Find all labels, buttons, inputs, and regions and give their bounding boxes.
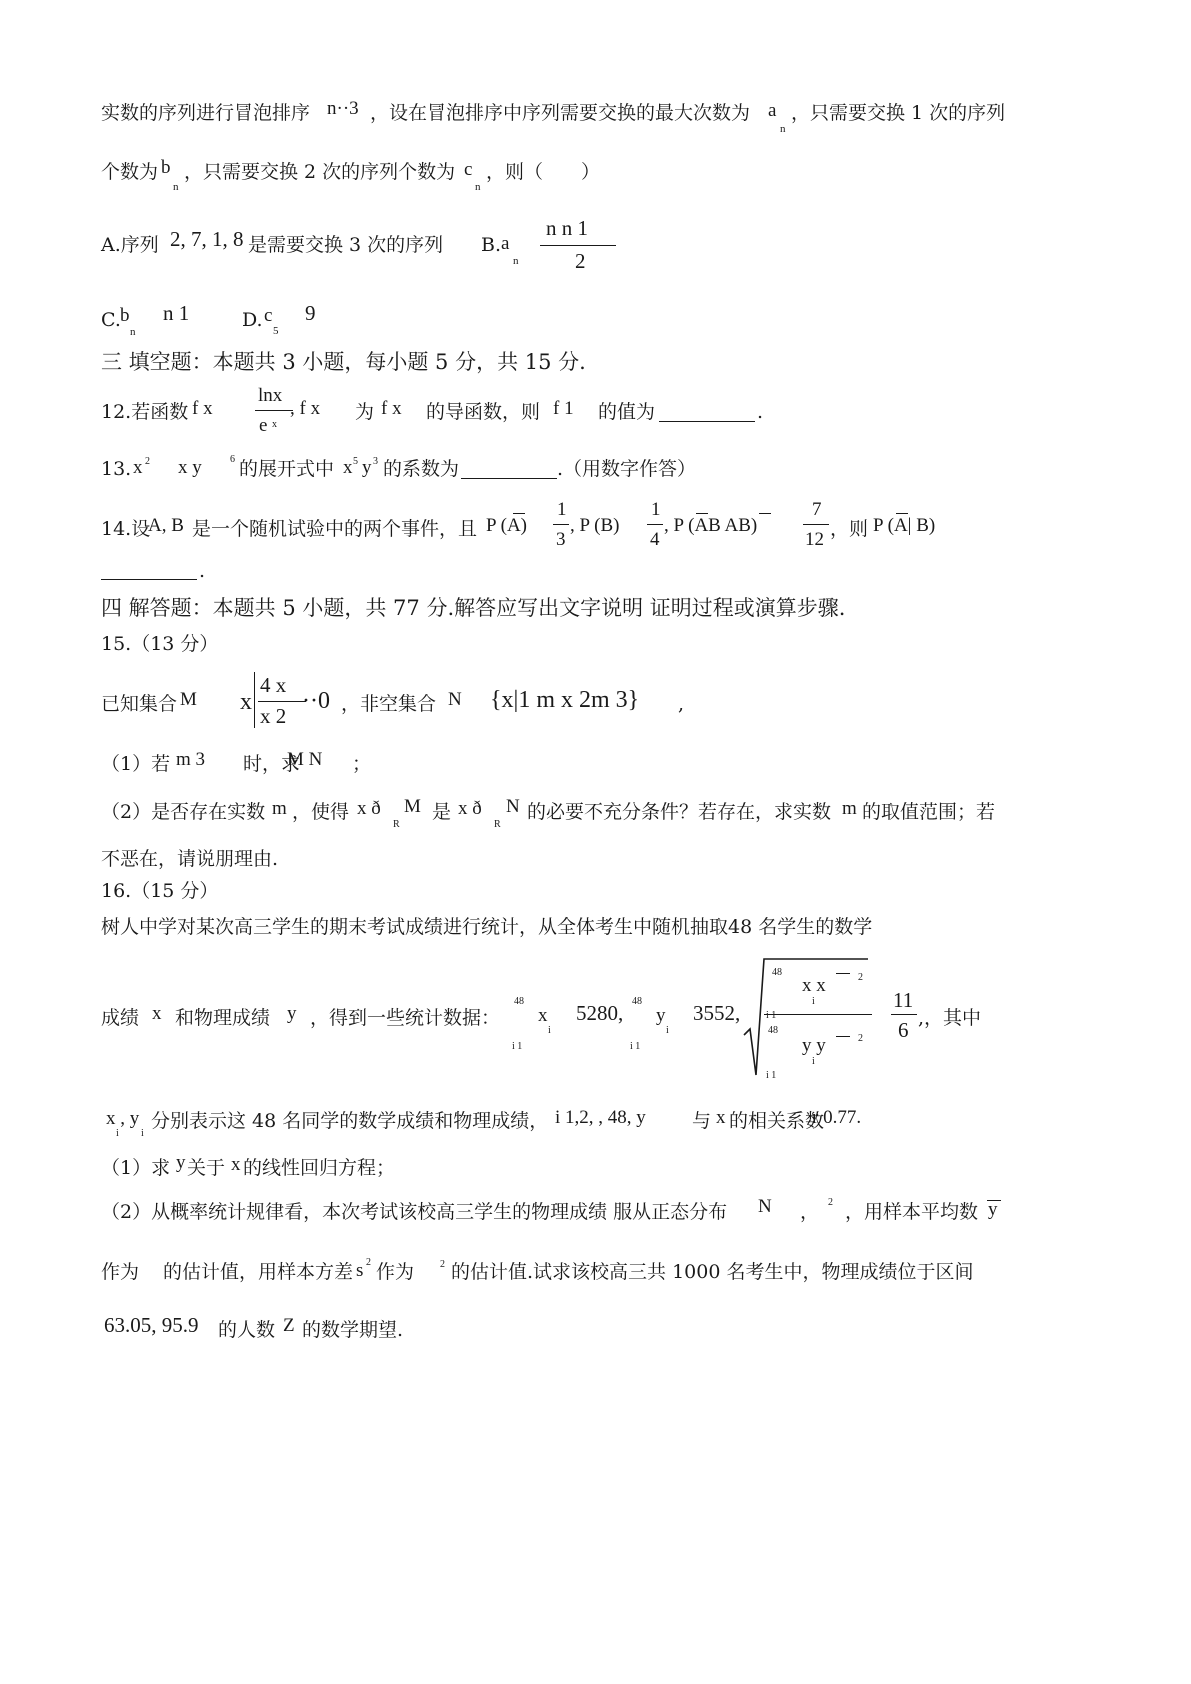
q16-y: y	[287, 1003, 297, 1024]
q16-v1: 5280,	[576, 1001, 624, 1025]
q16-ratio-num: 11	[893, 988, 914, 1012]
q16-yi: y	[656, 1005, 666, 1026]
q16-l3f: r 0.77.	[812, 1107, 862, 1128]
q14-f1d: 3	[556, 529, 566, 550]
q16-rad-num-sq: 2	[858, 972, 863, 983]
q15-p2f: 不恶在，请说朋理由.	[101, 848, 279, 870]
q16-l7c: 的数学期望.	[302, 1319, 404, 1341]
q14-bar-a	[513, 513, 525, 514]
q16-x: x	[152, 1003, 162, 1024]
option-c-b-sub: n	[130, 326, 136, 338]
q16-s2: s	[356, 1260, 364, 1281]
q16-rad-den-sq: 2	[858, 1033, 863, 1044]
q16-s2-sup: 2	[366, 1257, 371, 1268]
q16-rad-sum-bot2: i 1	[766, 1070, 777, 1081]
q15-intro: 已知集合	[101, 693, 178, 715]
q16-l6-sq: 2	[440, 1259, 445, 1270]
q15-ge0: ··0	[302, 688, 330, 714]
q16-sum1-top: 48	[514, 996, 524, 1007]
q12-wei: 为	[355, 401, 375, 423]
q11-b-sub: n	[173, 181, 179, 193]
option-b-label: B.	[481, 234, 502, 256]
q12-frac-den: e	[259, 415, 268, 436]
q15-M: M	[180, 689, 197, 710]
q16-p1b: 关于	[187, 1157, 226, 1179]
q13-sup6: 6	[230, 454, 235, 465]
q16-p2a: （2）从概率统计规律看，本次考试该校高三学生的物理成绩 服从正态分布	[101, 1201, 728, 1223]
q15-frac-num: 4 x	[260, 673, 287, 697]
q16-sum2-top: 48	[632, 996, 642, 1007]
q16-rad-den: y y	[802, 1035, 826, 1056]
q14-f3d: 12	[805, 529, 824, 550]
q11-text-6: ，则（ ）	[486, 161, 601, 183]
option-c-label: C.	[101, 309, 121, 331]
q15-p1a: （1）若	[101, 753, 171, 775]
q14-end: .	[199, 560, 206, 582]
q16-p2-comma: ，	[800, 1201, 820, 1223]
q16-l2b: 和物理成绩	[175, 1007, 271, 1029]
q14-num: 14.设	[101, 518, 151, 540]
q16-p2-sq: 2	[828, 1197, 833, 1208]
q15-p2N: N	[506, 796, 520, 817]
option-b-numerator: n n 1	[546, 216, 588, 240]
q16-Z: Z	[283, 1315, 295, 1336]
q12-frac-num: lnx	[258, 385, 283, 406]
q12-mid2: 的导函数，则	[426, 401, 541, 423]
q13-x5: x	[343, 457, 353, 478]
q12-frac-den-sup: x	[272, 419, 277, 430]
q16-l2a: 成绩	[101, 1007, 140, 1029]
q15-p2e: 的取值范围；若	[862, 801, 996, 823]
q15-tail: ,	[678, 693, 685, 715]
q11-b: b	[161, 157, 171, 178]
q16-p2ybar: y	[988, 1199, 998, 1220]
option-a-text: 是需要交换 3 次的序列	[248, 234, 444, 256]
q15-p2c: 是	[432, 801, 452, 823]
q16-rad-sum-top1: 48	[772, 967, 782, 978]
q16-l3a-sub1: i	[116, 1128, 119, 1139]
q14-bar-cond	[896, 513, 908, 514]
q15-p2m2: m	[842, 798, 857, 819]
option-d-label: D.	[242, 309, 263, 331]
q16-p1x: x	[231, 1154, 241, 1175]
q13-y3: y	[362, 457, 372, 478]
q16-p2N: N	[758, 1196, 772, 1217]
q13-text1: 的展开式中	[239, 458, 335, 480]
q16-l6d: 的估计值.试求该校高三共 1000 名考生中，物理成绩位于区间	[451, 1261, 974, 1283]
q11-text-1: 实数的序列进行冒泡排序	[101, 102, 311, 124]
q16-rad-num: x x	[802, 975, 826, 996]
q13-mid: x y	[178, 457, 202, 478]
q11-text-3: ，只需要交换 1 次的序列	[791, 102, 1006, 124]
q16-xi: x	[538, 1005, 548, 1026]
q14-pcond: P (A| B)	[873, 515, 936, 536]
q16-l6c: 作为	[376, 1261, 415, 1283]
q16-l7b: 的人数	[218, 1319, 276, 1341]
q16-ratio-bar	[891, 1014, 917, 1015]
q11-text-2: ，设在冒泡排序中序列需要交换的最大次数为	[370, 102, 751, 124]
q16-l6a: 作为	[101, 1261, 140, 1283]
q15-p2m: m	[272, 798, 287, 819]
option-a-seq: 2, 7, 1, 8	[170, 227, 244, 251]
q13-answer-blank	[461, 478, 557, 479]
option-c-b: b	[120, 305, 130, 326]
q16-sum1-bot: i 1	[512, 1041, 523, 1052]
q16-l3c: i 1,2, , 48, y	[555, 1107, 646, 1128]
q14-text2: ，则	[830, 518, 869, 540]
q11-text-4: 个数为	[101, 161, 159, 183]
section4-heading: 四 解答题：本题共 5 小题，共 77 分.解答应写出文字说明 证明过程或演算步骤.	[101, 596, 846, 620]
q13-num: 13.	[101, 458, 132, 480]
q12-fx2: f x	[381, 398, 402, 419]
q13-s5: 5	[353, 456, 358, 467]
q16-interval: 63.05, 95.9	[104, 1313, 199, 1337]
q11-a-sub: n	[780, 123, 786, 135]
q15-p1MN: M N	[287, 749, 323, 770]
q14-f1n: 1	[557, 499, 567, 520]
q15-p2x1: x ð	[357, 798, 381, 819]
q16-l3e: 的相关系数	[729, 1110, 825, 1132]
q15-p2R1: R	[393, 819, 400, 830]
q13-x: x	[133, 457, 143, 478]
q14-bar-ab1	[696, 513, 708, 514]
q13-sup2: 2	[145, 456, 150, 467]
q14-bar-ab2	[759, 513, 771, 514]
q15-mid: ，非空集合	[341, 693, 437, 715]
q11-c: c	[464, 159, 473, 180]
q14-pb: , P (B)	[570, 515, 620, 536]
q16-p1c: 的线性回归方程；	[243, 1157, 396, 1179]
q16-p2b: ，用样本平均数	[845, 1201, 979, 1223]
option-d-rhs: 9	[305, 301, 316, 325]
q15-p1m: m 3	[176, 749, 206, 770]
q16-l3x: x	[716, 1107, 726, 1128]
q13-text2: 的系数为	[383, 458, 460, 480]
q14-ab: A, B	[148, 515, 184, 536]
q15-p1c: ；	[352, 753, 372, 775]
q16-p1y: y	[176, 1152, 186, 1173]
q12-f1: f 1	[553, 398, 574, 419]
q16-rad-num-sub: i	[812, 996, 815, 1007]
q16-l6b: 的估计值，用样本方差	[163, 1261, 354, 1283]
q16-rad-den-sub: i	[812, 1056, 815, 1067]
q12-mid1: , f x	[290, 398, 321, 419]
q16-l2c: ，得到一些统计数据：	[310, 1007, 501, 1029]
q14-text1: 是一个随机试验中的两个事件，且	[192, 518, 478, 540]
q12-fx: f x	[192, 398, 213, 419]
q12-frac-bar	[255, 410, 293, 411]
q16-radical-sign	[742, 955, 872, 1081]
q16-yi-sub: i	[666, 1025, 669, 1036]
option-a-label: A.序列	[101, 234, 159, 256]
q16-rad-sum-top2: 48	[768, 1025, 778, 1036]
q16-xbar	[836, 973, 850, 974]
q13-tail: .（用数字作答）	[557, 458, 697, 480]
q16-ratio-den: 6	[898, 1018, 909, 1042]
q15-p2M: M	[404, 796, 421, 817]
q15-set-x: x	[240, 689, 252, 715]
q16-l3b: 分别表示这 48 名同学的数学成绩和物理成绩，	[151, 1110, 549, 1132]
q14-pab: , P (AB AB)	[664, 515, 758, 536]
q12-num: 12.若函数	[101, 401, 189, 423]
q16-line1: 树人中学对某次高三学生的期末考试成绩进行统计，从全体考生中随机抽取48 名学生的数学	[101, 916, 873, 938]
q16-l2d: ,，其中	[918, 1007, 982, 1029]
q14-frac2-bar	[647, 524, 663, 525]
q16-title: 16.（15 分）	[101, 880, 219, 902]
q12-end: .	[757, 401, 764, 423]
q11-a: a	[768, 100, 777, 121]
option-c-rhs: n 1	[163, 301, 190, 325]
q16-l3d: 与	[692, 1110, 712, 1132]
q12-answer-blank	[659, 421, 755, 422]
q16-l3a-sub2: i	[141, 1128, 144, 1139]
q15-p2d: 的必要不充分条件？若存在，求实数	[527, 801, 832, 823]
q14-f2n: 1	[651, 499, 661, 520]
q16-rad-frac-bar	[764, 1014, 872, 1015]
q16-p1a: （1）求	[101, 1157, 171, 1179]
q14-answer-blank	[101, 579, 197, 580]
q15-N: N	[448, 689, 462, 710]
section3-heading: 三 填空题：本题共 3 小题，每小题 5 分，共 15 分.	[101, 350, 586, 374]
q16-ybar	[836, 1036, 850, 1037]
q15-frac-den: x 2	[260, 704, 287, 728]
q15-p2x2: x ð	[458, 798, 482, 819]
q16-v2: 3552,	[693, 1001, 741, 1025]
q14-pa: P (A)	[486, 515, 527, 536]
q14-frac3-bar	[803, 524, 829, 525]
q15-p2a: （2）是否存在实数	[101, 801, 266, 823]
q16-rad-sum-bot1: i 1	[766, 1010, 777, 1021]
option-b-a: a	[501, 233, 510, 254]
q12-tail: 的值为	[598, 401, 656, 423]
q11-condition: n··3	[327, 98, 359, 119]
q15-setN: {x|1 m x 2m 3}	[490, 687, 640, 713]
q16-xi-sub: i	[548, 1025, 551, 1036]
q11-c-sub: n	[475, 181, 481, 193]
option-b-a-sub: n	[513, 255, 519, 267]
q14-f3n: 7	[812, 499, 822, 520]
option-d-c: c	[264, 305, 273, 326]
q15-title: 15.（13 分）	[101, 633, 219, 655]
option-d-c-sub: 5	[273, 325, 279, 337]
q15-p1b: 时，求	[243, 753, 301, 775]
q11-text-5: ，只需要交换 2 次的序列个数为	[184, 161, 456, 183]
q16-p2ybar-line	[987, 1200, 1001, 1201]
option-b-fraction-bar	[540, 245, 616, 246]
q16-l3a: x , y	[106, 1108, 140, 1129]
option-b-denominator: 2	[575, 249, 586, 273]
q11-line1	[101, 104, 310, 123]
q15-p2b: ，使得	[292, 801, 350, 823]
q14-frac1-bar	[553, 524, 569, 525]
q15-p2R2: R	[494, 819, 501, 830]
q15-frac-bar	[258, 701, 306, 702]
q15-set-divider	[254, 672, 255, 728]
q14-f2d: 4	[650, 529, 660, 550]
q13-s3: 3	[373, 456, 378, 467]
q16-sum2-bot: i 1	[630, 1041, 641, 1052]
